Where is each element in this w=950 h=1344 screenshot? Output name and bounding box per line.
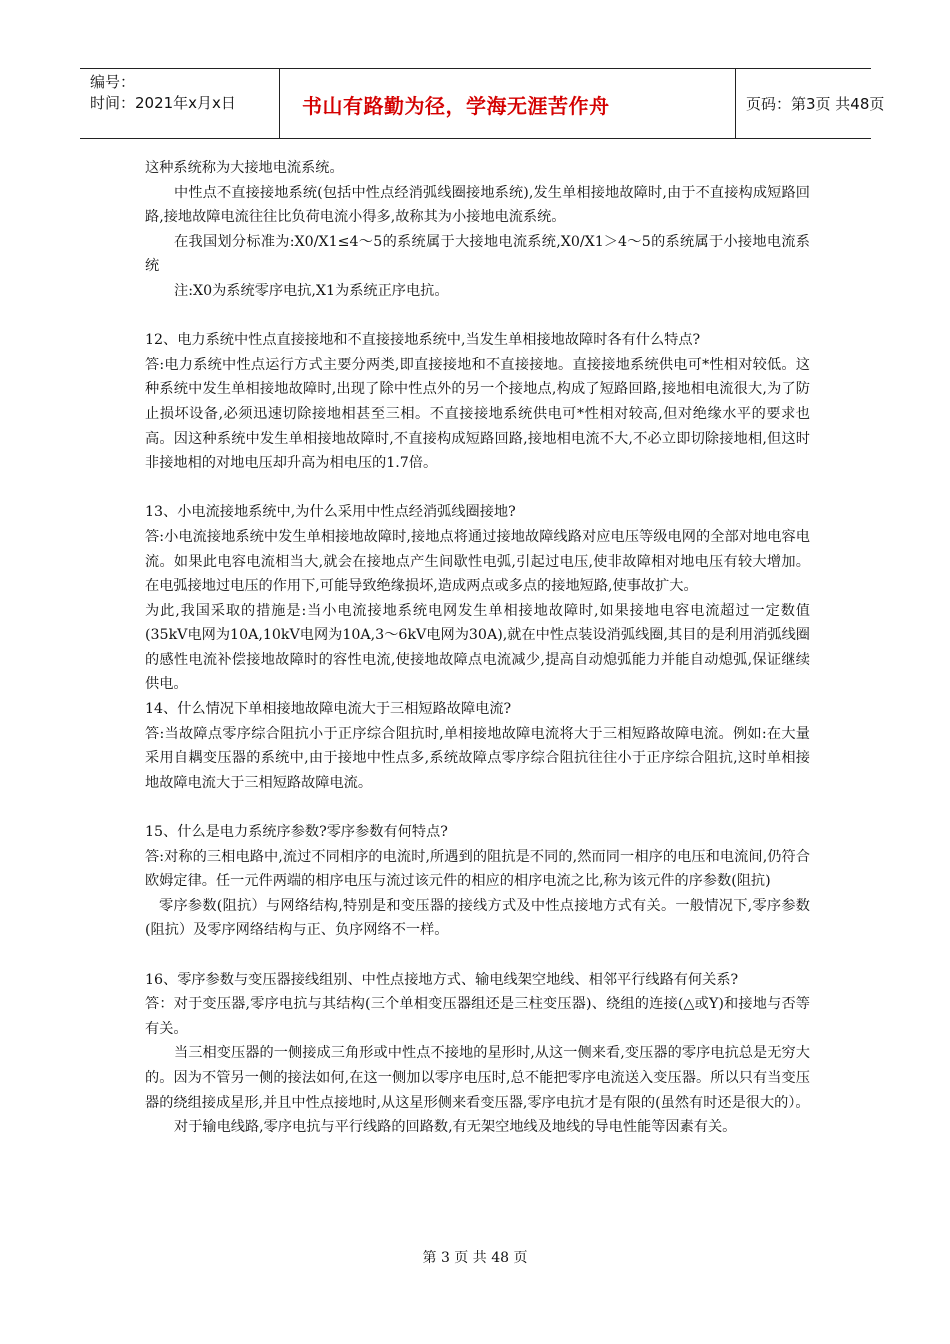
question-heading: 15、什么是电力系统序参数?零序参数有何特点? [145,824,448,841]
blank-line [145,476,810,501]
header-page-info: 页码：第3页 共48页 [746,95,885,113]
note-paragraph: 注:X0为系统零序电抗,X1为系统正序电抗。 [174,282,449,299]
answer-paragraph: 答:对称的三相电路中,流过不同相序的电流时,所遇到的阻抗是不同的,然而同一相序的电压和电流间,仍符合欧姆定律。任一元件两端的相序电压与流过该元件的相应的相序电流之比,称为该元件的序参数(阻抗) [145,848,810,890]
header-info-cell [80,69,280,138]
blank-line [145,304,810,329]
answer-paragraph: 答:小电流接地系统中发生单相接地故障时,接地点将通过接地故障线路对应电压等级电网的全部对地电容电流。如果此电容电流相当大,就会在接地点产生间歇性电弧,引起过电压,使非故障相对地电压有较大增加。在电弧接地过电压的作用下,可能导致绝缘损坏,造成两点或多点的接地短路,使事故扩大。 [145,528,810,595]
page-footer: 第 3 页 共 48 页 [422,1250,528,1266]
document-number-label: 编号： [90,73,136,91]
paragraph: 中性点不直接接地系统(包括中性点经消弧线圈接地系统),发生单相接地故障时,由于不直接构成短路回路,接地故障电流往往比负荷电流小得多,故称其为小接地电流系统。 [145,184,810,226]
blank-line [145,943,810,968]
document-date-label: 时间：2021年x月x日 [90,94,236,112]
answer-paragraph: 对于输电线路,零序电抗与平行线路的回路数,有无架空地线及地线的导电性能等因素有关。 [174,1119,737,1136]
question-heading: 14、什么情况下单相接地故障电流大于三相短路故障电流? [145,701,512,718]
document-body [145,156,810,1140]
header-page-cell [736,69,885,138]
answer-paragraph: 当三相变压器的一侧接成三角形或中性点不接地的星形时,从这一侧来看,变压器的零序电抗总是无穷大的。因为不管另一侧的接法如何,在这一侧加以零序电压时,总不能把零序电流送入变压器。所以只有当变压器的绕组接成星形,并且中性点接地时,从这星形侧来看变压器,零序电抗才是有限的(虽然有时还是很大的）。 [145,1045,810,1111]
question-heading: 13、小电流接地系统中,为什么采用中性点经消弧线圈接地? [145,504,516,521]
question-heading: 16、零序参数与变压器接线组别、中性点接地方式、输电线架空地线、相邻平行线路有何关系? [145,971,739,988]
blank-line [145,795,810,820]
page-header [80,68,885,139]
paragraph: 在我国划分标准为:X0/X1≤4～5的系统属于大接地电流系统,X0/X1＞4～5的系统属于小接地电流系统 [145,233,810,275]
question-heading: 12、电力系统中性点直接接地和不直接接地系统中,当发生单相接地故障时各有什么特点? [145,332,701,349]
answer-paragraph: 答:当故障点零序综合阻抗小于正序综合阻抗时,单相接地故障电流将大于三相短路故障电流。例如:在大量采用自耦变压器的系统中,由于接地中性点多,系统故障点零序综合阻抗往往小于正序综合阻抗,这时单相接地故障电流大于三相短路故障电流。 [145,725,810,791]
header-motto: 书山有路勤为径，学海无涯苦作舟 [302,94,610,118]
answer-paragraph: 答:电力系统中性点运行方式主要分两类,即直接接地和不直接接地。直接接地系统供电可*性相对较低。这种系统中发生单相接地故障时,出现了除中性点外的另一个接地点,构成了短路回路,接地相电流很大,为了防止损坏设备,必须迅速切除接地相甚至三相。不直接接地系统供电可*性相对较高,但对绝缘水平的要求也高。因这种系统中发生单相接地故障时,不直接构成短路回路,接地相电流不大,不必立即切除接地相,但这时非接地相的对地电压却升高为相电压的1.7倍。 [145,356,810,472]
answer-paragraph: 答：对于变压器,零序电抗与其结构(三个单相变压器组还是三柱变压器)、绕组的连接(△或Y)和接地与否等有关。 [145,996,810,1037]
paragraph: 这种系统称为大接地电流系统。 [145,160,344,176]
header-motto-cell [280,69,736,138]
answer-paragraph: 为此,我国采取的措施是:当小电流接地系统电网发生单相接地故障时,如果接地电容电流超过一定数值(35kV电网为10A,10kV电网为10A,3～6kV电网为30A),就在中性点装设消弧线圈,其目的是利用消弧线圈的感性电流补偿接地故障时的容性电流,使接地故障点电流减少,提高自动熄弧能力并能自动熄弧,保证继续供电。 [145,602,810,693]
answer-paragraph: 零序参数(阻抗）与网络结构,特别是和变压器的接线方式及中性点接地方式有关。一般情况下,零序参数(阻抗）及零序网络结构与正、负序网络不一样。 [145,897,810,939]
